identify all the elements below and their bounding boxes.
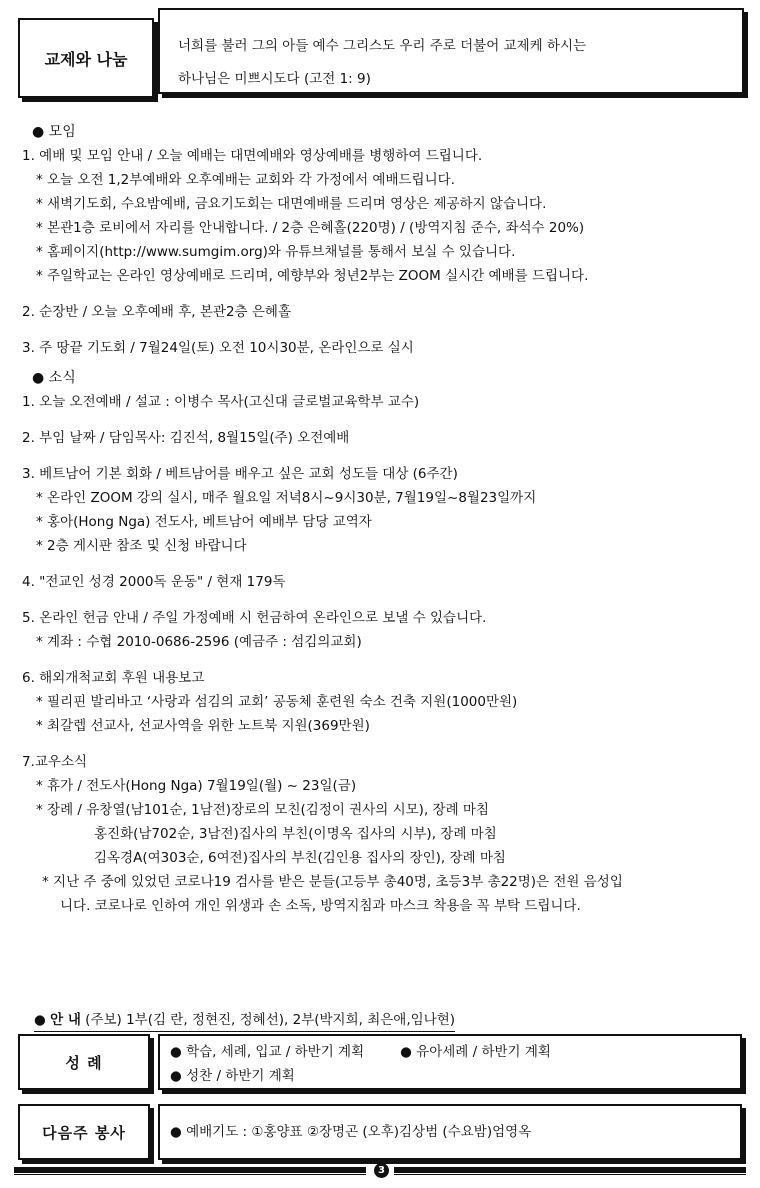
- list-item: * 새벽기도회, 수요밤예배, 금요기도회는 대면예배를 드리며 영상은 제공하지 않습니다.: [36, 196, 547, 212]
- section-title-sosik: ● 소식: [32, 370, 76, 386]
- list-item: 홍진화(남702순, 3남전)집사의 부친(이명옥 집사의 시부), 장례 마침: [94, 826, 497, 842]
- list-item: 6. 해외개척교회 후원 내용보고: [22, 670, 205, 686]
- sacraments-item: ● 학습, 세례, 입교 / 하반기 계획: [170, 1044, 365, 1060]
- list-item: * 필리핀 발리바고 ‘사랑과 섬김의 교회’ 공동체 훈련원 숙소 건축 지원(1000만원): [36, 694, 518, 710]
- section-label: 교제와 나눔: [18, 18, 154, 98]
- list-item: 김옥경A(여303순, 6여전)집사의 부친(김인용 집사의 장인), 장례 마침: [94, 850, 506, 866]
- list-item: * 본관1층 로비에서 자리를 안내합니다. / 2층 은혜홀(220명) / (방역지침 준수, 좌석수 20%): [36, 220, 585, 236]
- list-item: 3. 베트남어 기본 회화 / 베트남어를 배우고 싶은 교회 성도들 대상 (6주간): [22, 466, 458, 482]
- list-item: * 장례 / 유창열(남101순, 1남전)장로의 모친(김정이 권사의 시모), 장례 마침: [36, 802, 489, 818]
- list-item: 1. 예배 및 모임 안내 / 오늘 예배는 대면예배와 영상예배를 병행하여 드립니다.: [22, 148, 483, 164]
- list-item: 4. "전교인 성경 2000독 운동" / 현재 179독: [22, 574, 286, 590]
- verse-line: 너희를 불러 그의 아들 예수 그리스도 우리 주로 더불어 교제케 하시는: [178, 38, 587, 54]
- list-item: 니다. 코로나로 인하여 개인 위생과 손 소독, 방역지침과 마스크 착용을 꼭 부탁 드립니다.: [60, 898, 581, 914]
- sacraments-content: [158, 1034, 742, 1090]
- list-item: 7.교우소식: [22, 754, 88, 770]
- sacraments-label: 성 례: [18, 1034, 150, 1090]
- header-section: [18, 6, 750, 102]
- next-week-service-row: [18, 1104, 738, 1160]
- next-week-content: [158, 1104, 742, 1160]
- list-item: * 최갈렙 선교사, 선교사역을 위한 노트북 지원(369만원): [36, 718, 370, 734]
- list-item: * 계좌 : 수협 2010-0686-2596 (예금주 : 섬김의교회): [36, 634, 362, 650]
- list-item: 2. 순장반 / 오늘 오후예배 후, 본관2층 은혜홀: [22, 304, 292, 320]
- list-item: * 주일학교는 온라인 영상예배로 드리며, 예향부와 청년2부는 ZOOM 실시간 예배를 드립니다.: [36, 268, 589, 284]
- notice-bullet: ●: [34, 1012, 46, 1028]
- announcements-body: [22, 120, 738, 918]
- scripture-verse-box: [158, 8, 744, 94]
- prayer-schedule: ● 예배기도 : ①홍양표 ②장명곤 (오후)김상범 (수요밤)엄영옥: [170, 1124, 532, 1140]
- notice-text: (주보) 1부(김 란, 정현진, 정혜선), 2부(박지희, 최은애,임나현): [85, 1012, 456, 1028]
- verse-line: 하나님은 미쁘시도다 (고전 1: 9): [178, 71, 371, 87]
- sacraments-item: ● 성찬 / 하반기 계획: [170, 1068, 295, 1084]
- list-item: * 홍아(Hong Nga) 전도사, 베트남어 예배부 담당 교역자: [36, 514, 372, 530]
- list-item: * 휴가 / 전도사(Hong Nga) 7월19일(월) ~ 23일(금): [36, 778, 357, 794]
- list-item: * 온라인 ZOOM 강의 실시, 매주 월요일 저녁8시~9시30분, 7월19일~8월23일까지: [36, 490, 537, 506]
- list-item: * 홈페이지(http://www.sumgim.org)와 유튜브채널를 통해서 보실 수 있습니다.: [36, 244, 516, 260]
- footer-rule: [14, 1166, 746, 1176]
- list-item: 5. 온라인 헌금 안내 / 주일 가정예배 시 헌금하여 온라인으로 보낼 수 있습니다.: [22, 610, 487, 626]
- page-number: 3: [374, 1163, 389, 1178]
- notice-label: 안 내: [50, 1012, 81, 1028]
- list-item: * 지난 주 중에 있었던 코로나19 검사를 받은 분들(고등부 총40명, 초등3부 총22명)은 전원 음성입: [42, 874, 623, 890]
- section-title-moim: ● 모임: [32, 124, 76, 140]
- list-item: 3. 주 땅끝 기도회 / 7월24일(토) 오전 10시30분, 온라인으로 실시: [22, 340, 414, 356]
- sacraments-item: ● 유아세례 / 하반기 계획: [400, 1044, 551, 1060]
- next-week-label: 다음주 봉사: [18, 1104, 150, 1160]
- list-item: 2. 부임 날짜 / 담임목사: 김진석, 8월15일(주) 오전예배: [22, 430, 350, 446]
- list-item: 1. 오늘 오전예배 / 설교 : 이병수 목사(고신대 글로벌교육학부 교수): [22, 394, 420, 410]
- sacraments-row: [18, 1034, 738, 1090]
- list-item: * 2층 게시판 참조 및 신청 바랍니다: [36, 538, 247, 554]
- notice-line: [34, 1010, 455, 1032]
- list-item: * 오늘 오전 1,2부예배와 오후예배는 교회와 각 가정에서 예배드립니다.: [36, 172, 455, 188]
